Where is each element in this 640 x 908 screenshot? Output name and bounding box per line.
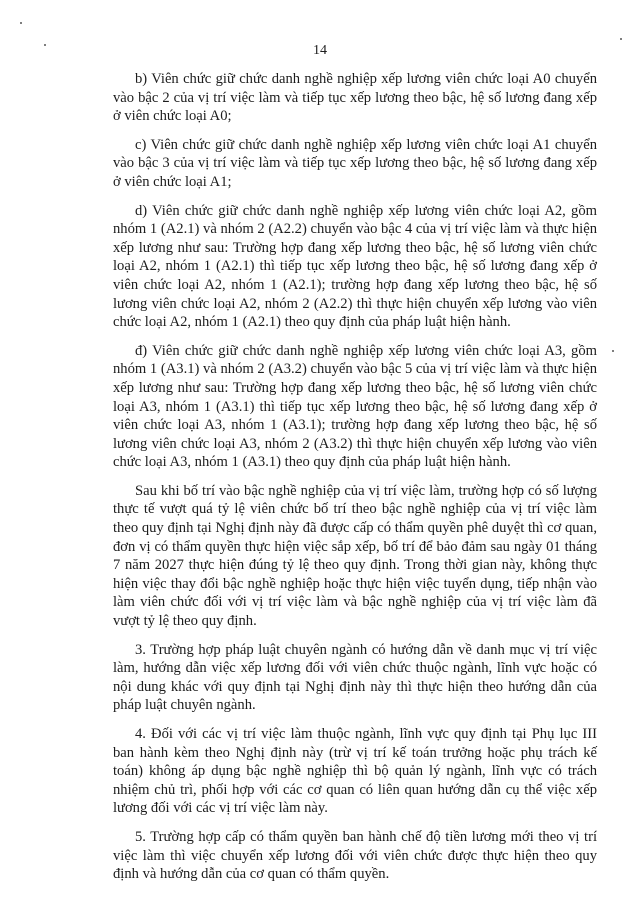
scan-speck — [620, 38, 622, 40]
paragraph-dd: đ) Viên chức giữ chức danh nghề nghiệp xếp lương viên chức loại A3, gồm nhóm 1 (A3.1) và nhóm 2 (A3.2) chuyển vào bậc 5 của vị trí việc làm và thực hiện xếp lương như sau: Trường hợp đang xếp lương theo bậc, hệ số lương viên chức loại A3, nhóm 1 (A3.1) thì tiếp tục xếp lương theo bậc, hệ số lương đang xếp ở viên chức loại A3, nhóm 1 (A3.1); trường hợp đang xếp lương theo bậc, hệ số lương viên chức loại A3, nhóm 2 (A3.2) thì thực hiện chuyển xếp lương vào viên chức loại A3, nhóm 1 (A3.1) theo quy định của pháp luật hiện hành. — [113, 342, 597, 471]
paragraph-after-placement: Sau khi bố trí vào bậc nghề nghiệp của vị trí việc làm, trường hợp có số lượng thực tế vượt quá tỷ lệ viên chức bố trí theo bậc nghề nghiệp của vị trí việc làm theo quy định tại Nghị định này đã được cấp có thẩm quyền phê duyệt thì cơ quan, đơn vị có thẩm quyền thực hiện việc sắp xếp, bố trí để bảo đảm sau ngày 01 tháng 7 năm 2027 thực hiện đúng tỷ lệ theo quy định. Trong thời gian này, không thực hiện việc thay đổi bậc nghề nghiệp hoặc thực hiện việc tuyển dụng, tiếp nhận vào làm viên chức đối với vị trí việc làm và bậc nghề nghiệp của vị trí việc làm đã vượt tỷ lệ theo quy định. — [113, 482, 597, 630]
paragraph-c: c) Viên chức giữ chức danh nghề nghiệp xếp lương viên chức loại A1 chuyển vào bậc 3 của vị trí việc làm và tiếp tục xếp lương theo bậc, hệ số lương đang xếp ở viên chức loại A1; — [113, 136, 597, 190]
paragraph-5: 5. Trường hợp cấp có thẩm quyền ban hành chế độ tiền lương mới theo vị trí việc làm thì việc chuyển xếp lương đối với viên chức được thực hiện theo quy định và hướng dẫn của cơ quan có thẩm quyền. — [113, 828, 597, 883]
paragraph-b: b) Viên chức giữ chức danh nghề nghiệp xếp lương viên chức loại A0 chuyển vào bậc 2 của vị trí việc làm và tiếp tục xếp lương theo bậc, hệ số lương đang xếp ở viên chức loại A0; — [113, 71, 597, 125]
document-body — [113, 70, 597, 894]
paragraph-3: 3. Trường hợp pháp luật chuyên ngành có hướng dẫn về danh mục vị trí việc làm, hướng dẫn việc xếp lương đối với viên chức thuộc ngành, lĩnh vực hoặc có nội dung khác với quy định tại Nghị định này thì thực hiện theo hướng dẫn của pháp luật chuyên ngành. — [113, 641, 597, 714]
scan-speck — [44, 44, 46, 46]
scan-speck — [612, 350, 614, 352]
scan-speck — [20, 22, 22, 24]
paragraph-4: 4. Đối với các vị trí việc làm thuộc ngành, lĩnh vực quy định tại Phụ lục III ban hành kèm theo Nghị định này (trừ vị trí kế toán trưởng hoặc phụ trách kế toán) không áp dụng bậc nghề nghiệp thì bộ quản lý ngành, lĩnh vực có trách nhiệm chủ trì, phối hợp với các cơ quan có liên quan hướng dẫn cụ thể việc xếp lương đối với các vị trí việc làm này. — [113, 726, 597, 817]
paragraph-d: d) Viên chức giữ chức danh nghề nghiệp xếp lương viên chức loại A2, gồm nhóm 1 (A2.1) và nhóm 2 (A2.2) chuyển vào bậc 4 của vị trí việc làm và thực hiện xếp lương như sau: Trường hợp đang xếp lương theo bậc, hệ số lương viên chức loại A2, nhóm 1 (A2.1) thì tiếp tục xếp lương theo bậc, hệ số lương đang xếp ở viên chức loại A2, nhóm 1 (A2.1); trường hợp đang xếp lương theo bậc, hệ số lương viên chức loại A2, nhóm 2 (A2.2) thì thực hiện chuyển xếp lương vào viên chức loại A2, nhóm 1 (A2.1) theo quy định của pháp luật hiện hành. — [113, 202, 597, 331]
page-number: 14 — [313, 43, 327, 58]
